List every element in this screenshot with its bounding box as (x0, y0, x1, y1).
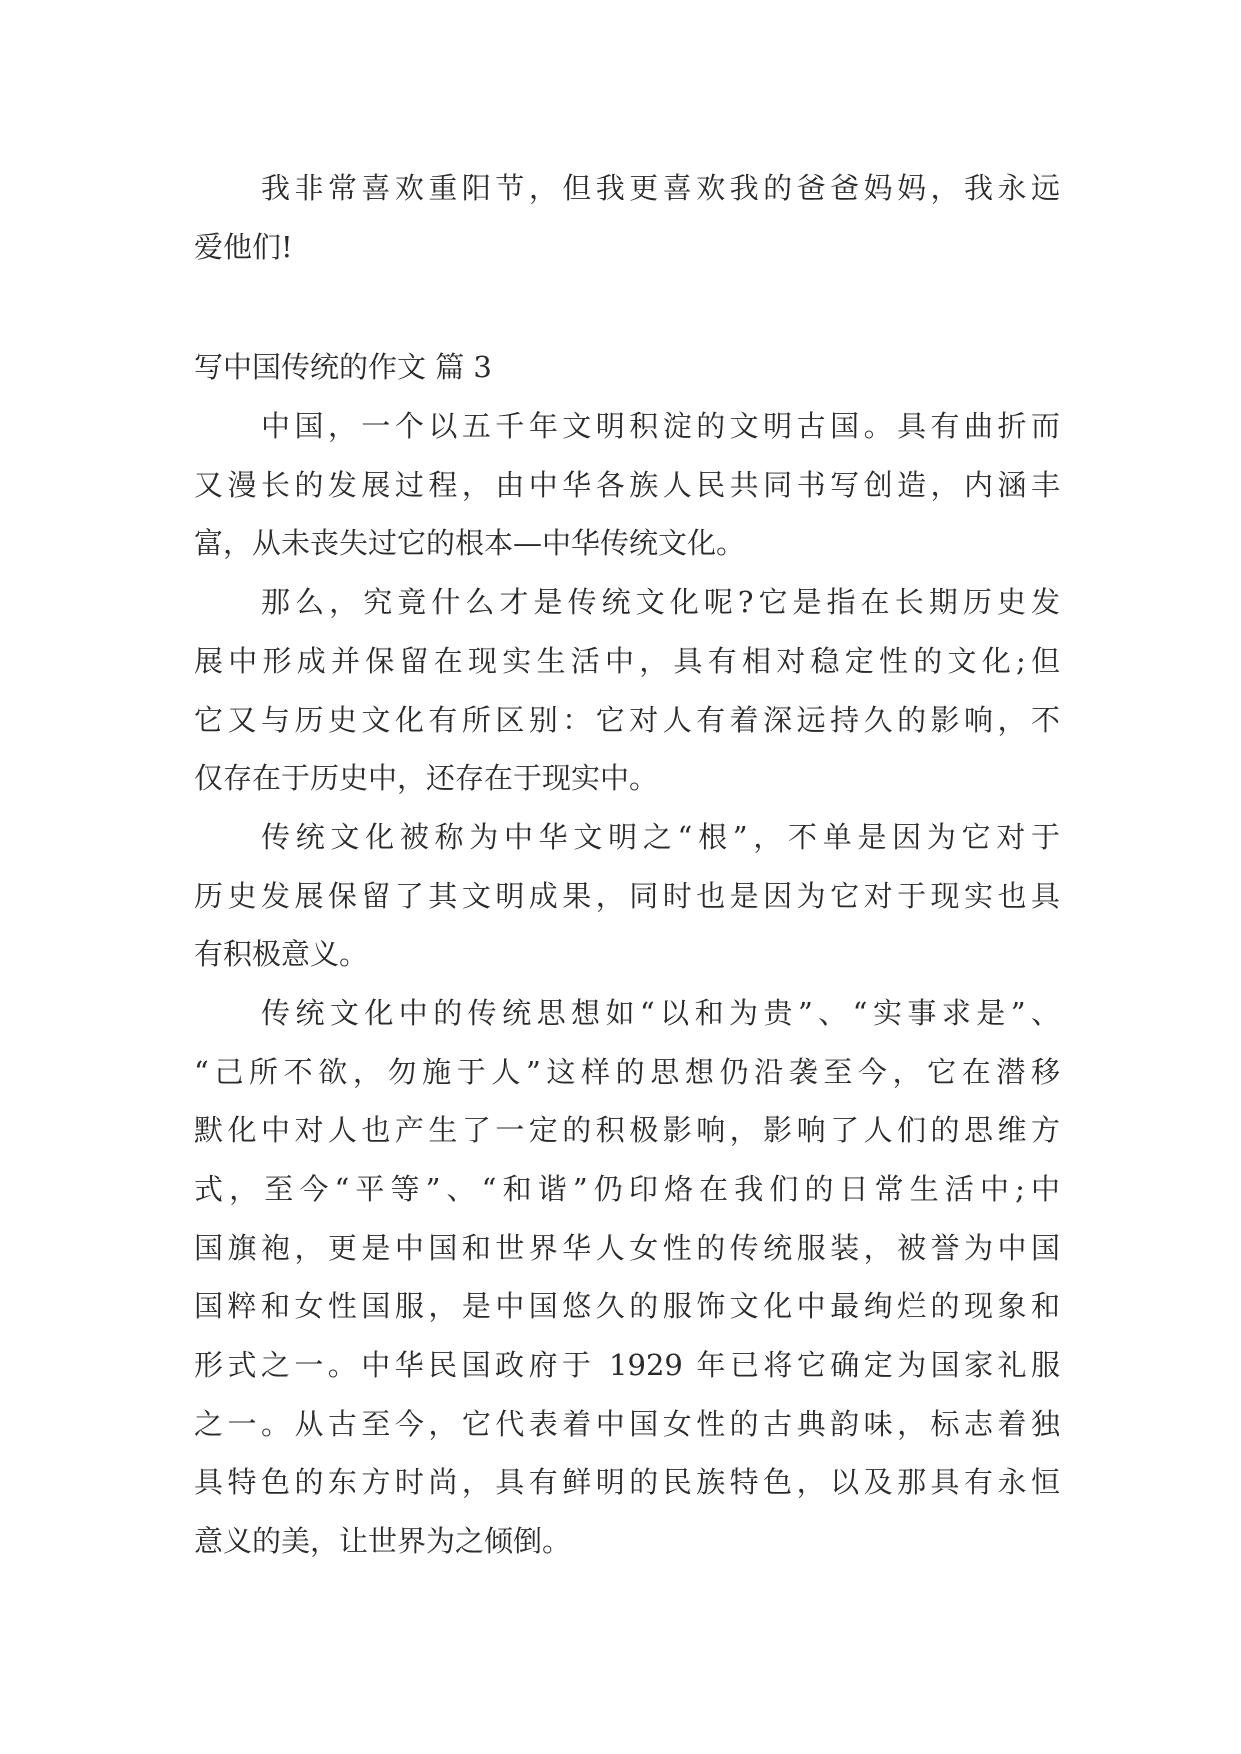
paragraph (194, 984, 1060, 1571)
paragraph-line: 那么，究竟什么才是传统文化呢?它是指在长期历史发 (261, 585, 1060, 620)
paragraph-line: 传统文化中的传统思想如“以和为贵”、“实事求是”、 (261, 995, 1060, 1030)
paragraph (194, 159, 1060, 276)
paragraph-line: 之一。从古至今，它代表着中国女性的古典韵味，标志着独 (194, 1406, 1060, 1441)
paragraph-line: 传统文化被称为中华文明之“根”，不单是因为它对于 (261, 819, 1060, 854)
heading-text: 写中国传统的作文 篇 3 (194, 350, 492, 385)
paragraph-line: 仅存在于历史中，还存在于现实中。 (194, 761, 659, 796)
paragraph-line: 它又与历史文化有所区别：它对人有着深远持久的影响，不 (194, 702, 1060, 737)
paragraph-line: 富，从未丧失过它的根本—中华传统文化。 (194, 526, 746, 561)
paragraph-line: 展中形成并保留在现实生活中，具有相对稳定性的文化;但 (194, 643, 1060, 678)
paragraph-line: 中国，一个以五千年文明积淀的文明古国。具有曲折而 (261, 409, 1060, 444)
paragraph (194, 397, 1060, 573)
paragraph-line: 国旗袍，更是中国和世界华人女性的传统服装，被誉为中国 (194, 1230, 1060, 1265)
paragraph-line: 有积极意义。 (194, 937, 369, 972)
paragraph-line: 历史发展保留了其文明成果，同时也是因为它对于现实也具 (194, 878, 1060, 913)
paragraph (194, 808, 1060, 984)
paragraph-line: 默化中对人也产生了一定的积极影响，影响了人们的思维方 (194, 1113, 1060, 1148)
paragraph-line: 爱他们! (194, 229, 293, 264)
paragraph-line: 式，至今“平等”、“和谐”仍印烙在我们的日常生活中;中 (194, 1172, 1060, 1206)
paragraph-line: 具特色的东方时尚，具有鲜明的民族特色，以及那具有永恒 (194, 1465, 1060, 1500)
document-body (194, 159, 1060, 1571)
paragraph-line: 我非常喜欢重阳节，但我更喜欢我的爸爸妈妈，我永远 (261, 171, 1060, 205)
paragraph-line: 形式之一。中华民国政府于 1929 年已将它确定为国家礼服 (194, 1348, 1060, 1383)
paragraph-line: 意义的美，让世界为之倾倒。 (194, 1524, 572, 1559)
paragraph-line: “己所不欲，勿施于人”这样的思想仍沿袭至今，它在潜移 (194, 1054, 1060, 1089)
paragraph-line: 国粹和女性国服，是中国悠久的服饰文化中最绚烂的现象和 (194, 1289, 1060, 1324)
section-heading (194, 338, 1060, 397)
paragraph-line: 又漫长的发展过程，由中华各族人民共同书写创造，内涵丰 (194, 467, 1060, 502)
paragraph (194, 573, 1060, 808)
